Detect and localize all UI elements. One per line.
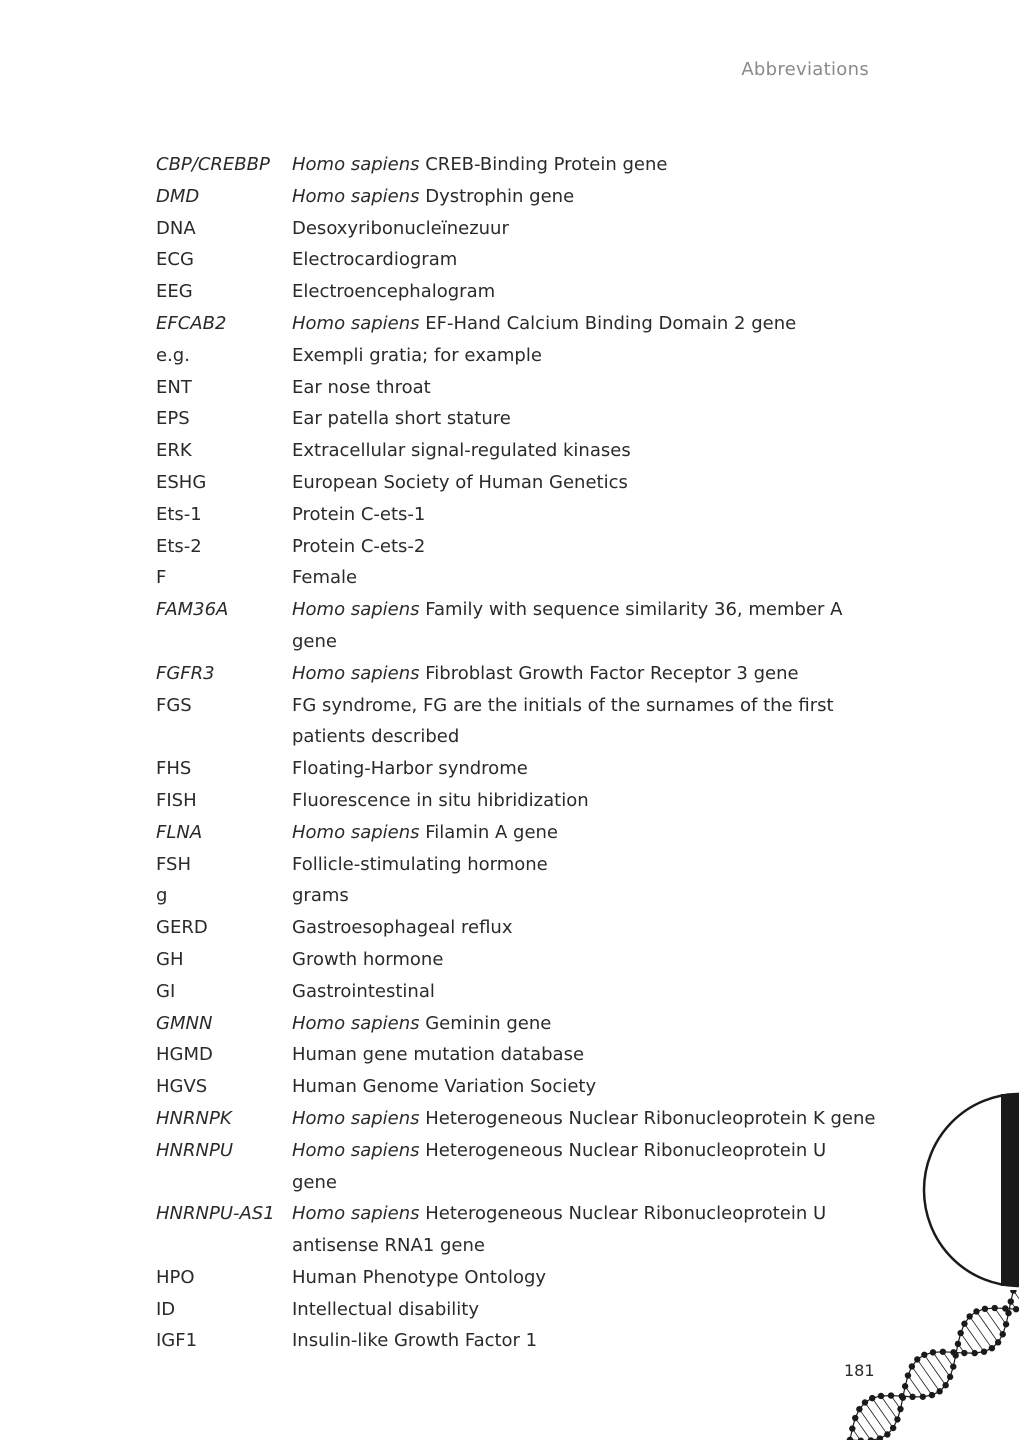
helix-bead <box>992 1305 998 1311</box>
abbreviation-definition <box>292 1039 876 1071</box>
helix-rung <box>977 1311 999 1342</box>
species-name: Homo sapiens <box>292 599 420 621</box>
definition-text: Gastroesophageal reflux <box>292 917 513 939</box>
abbreviation-definition <box>292 1262 876 1294</box>
helix-rung <box>917 1359 939 1391</box>
abbreviation-term: HGVS <box>156 1076 208 1098</box>
abbreviation-definition <box>292 340 876 372</box>
definition-text: FG syndrome, FG are the initials of the surnames of the first patients described <box>292 694 834 748</box>
abbreviation-row <box>156 435 876 467</box>
abbreviation-term: GH <box>156 948 184 970</box>
abbreviation-definition <box>292 276 876 308</box>
helix-bead <box>961 1321 967 1327</box>
definition-text: Heterogeneous Nuclear Ribonucleoprotein U antisense RNA1 gene <box>292 1203 827 1257</box>
abbreviation-term: FHS <box>156 758 192 780</box>
abbreviation-definition <box>292 1135 876 1199</box>
abbreviation-row <box>156 308 876 340</box>
definition-text: Exempli gratia; for example <box>292 344 542 366</box>
abbreviation-definition <box>292 817 876 849</box>
helix-bead <box>961 1350 967 1356</box>
helix-rung <box>872 1398 893 1428</box>
helix-bead <box>877 1435 883 1440</box>
half-circle-tab-icon <box>920 1090 1019 1290</box>
helix-bead <box>947 1374 953 1380</box>
abbreviation-term: g <box>156 885 168 907</box>
helix-bead <box>909 1394 915 1400</box>
helix-bead <box>1008 1298 1014 1304</box>
helix-rung <box>881 1396 897 1419</box>
helix-bead <box>995 1339 1001 1345</box>
abbreviation-definition <box>292 753 876 785</box>
abbreviation-row <box>156 1294 876 1326</box>
definition-text: Ear nose throat <box>292 376 431 398</box>
abbreviation-definition <box>292 1325 876 1357</box>
abbreviation-definition <box>292 1071 876 1103</box>
helix-bead <box>905 1372 911 1378</box>
definition-text: Fluorescence in situ hibridization <box>292 789 589 811</box>
helix-bead <box>899 1393 905 1399</box>
abbreviation-term: ID <box>156 1298 176 1320</box>
abbreviation-definition <box>292 467 876 499</box>
abbreviation-definition <box>292 499 876 531</box>
definition-text: grams <box>292 885 349 907</box>
abbreviation-term: ERK <box>156 440 192 462</box>
helix-bead <box>957 1330 963 1336</box>
abbreviation-term: ECG <box>156 249 194 271</box>
abbreviation-term: EFCAB2 <box>156 312 227 334</box>
definition-text: Desoxyribonucleïnezuur <box>292 217 509 239</box>
abbreviation-definition <box>292 1008 876 1040</box>
abbreviation-term: FISH <box>156 789 197 811</box>
abbreviation-definition <box>292 531 876 563</box>
abbreviation-term: HNRNPU-AS1 <box>156 1203 275 1225</box>
abbreviation-row <box>156 944 876 976</box>
abbreviation-term: EPS <box>156 408 190 430</box>
definition-text: Geminin gene <box>419 1012 552 1034</box>
helix-bead <box>972 1350 978 1356</box>
helix-bead <box>930 1349 936 1355</box>
helix-bead <box>914 1356 920 1362</box>
definition-text: Gastrointestinal <box>292 980 435 1002</box>
helix-bead <box>921 1352 927 1358</box>
abbreviation-term: DMD <box>156 185 200 207</box>
species-name: Homo sapiens <box>292 821 420 843</box>
abbreviation-definition <box>292 181 876 213</box>
abbreviation-term: HNRNPU <box>156 1139 234 1161</box>
abbreviation-row <box>156 562 876 594</box>
helix-bead <box>1013 1306 1019 1312</box>
helix-bead <box>929 1392 935 1398</box>
helix-rung <box>865 1402 887 1434</box>
abbreviation-definition <box>292 594 876 658</box>
abbreviation-row <box>156 817 876 849</box>
abbreviation-row <box>156 1008 876 1040</box>
abbreviation-row <box>156 244 876 276</box>
helix-bead <box>942 1382 948 1388</box>
abbreviation-row <box>156 1039 876 1071</box>
abbreviation-row <box>156 149 876 181</box>
helix-bead <box>952 1352 958 1358</box>
abbreviation-term: EEG <box>156 281 193 303</box>
helix-bead <box>1000 1331 1006 1337</box>
abbreviation-row <box>156 1071 876 1103</box>
definition-text: Intellectual disability <box>292 1298 480 1320</box>
abbreviation-term: e.g. <box>156 344 190 366</box>
species-name: Homo sapiens <box>292 312 420 334</box>
abbreviation-row <box>156 181 876 213</box>
abbreviation-definition <box>292 849 876 881</box>
abbreviation-term: IGF1 <box>156 1330 198 1352</box>
helix-bead <box>955 1341 961 1347</box>
species-name: Homo sapiens <box>292 1012 420 1034</box>
abbreviation-row <box>156 880 876 912</box>
species-name: Homo sapiens <box>292 1139 420 1161</box>
abbreviation-definition <box>292 435 876 467</box>
abbreviation-definition <box>292 372 876 404</box>
definition-text: Extracellular signal-regulated kinases <box>292 440 631 462</box>
definition-text: CREB-Binding Protein gene <box>419 154 668 175</box>
abbreviation-definition <box>292 308 876 340</box>
abbreviation-definition <box>292 912 876 944</box>
abbreviation-definition <box>292 658 876 690</box>
abbreviation-row <box>156 753 876 785</box>
abbreviation-row <box>156 1325 876 1357</box>
helix-bead <box>1002 1305 1008 1311</box>
helix-bead <box>888 1392 894 1398</box>
abbreviation-definition <box>292 880 876 912</box>
species-name: Homo sapiens <box>292 1203 420 1225</box>
abbreviation-row <box>156 1262 876 1294</box>
definition-text: Growth hormone <box>292 948 444 970</box>
abbreviation-definition <box>292 1103 876 1135</box>
helix-rung <box>964 1324 984 1352</box>
page-number: 181 <box>844 1361 875 1380</box>
helix-bead <box>890 1425 896 1431</box>
helix-bead <box>894 1416 900 1422</box>
definition-text: Human Phenotype Ontology <box>292 1266 547 1288</box>
helix-bead <box>902 1383 908 1389</box>
abbreviation-row <box>156 213 876 245</box>
helix-bead <box>878 1393 884 1399</box>
abbreviation-term: HGMD <box>156 1044 213 1066</box>
helix-bead <box>1003 1321 1009 1327</box>
helix-bead <box>909 1363 915 1369</box>
abbreviation-term: GMNN <box>156 1012 213 1034</box>
abbreviation-definition <box>292 562 876 594</box>
abbreviation-definition <box>292 944 876 976</box>
species-name: Homo sapiens <box>292 662 420 684</box>
helix-bead <box>966 1313 972 1319</box>
abbreviation-row <box>156 340 876 372</box>
definition-text: Filamin A gene <box>419 821 558 843</box>
abbreviation-term: GERD <box>156 917 208 939</box>
abbreviation-row <box>156 499 876 531</box>
helix-bead <box>884 1431 890 1437</box>
definition-text: Family with sequence similarity 36, member A gene <box>292 599 843 652</box>
abbreviation-row <box>156 467 876 499</box>
helix-bead <box>936 1388 942 1394</box>
helix-bead <box>849 1425 855 1431</box>
helix-bead <box>940 1349 946 1355</box>
definition-text: EF-Hand Calcium Binding Domain 2 gene <box>419 312 797 334</box>
abbreviation-term: FLNA <box>156 821 203 843</box>
abbreviation-row <box>156 785 876 817</box>
abbreviation-term: CBP/CREBBP <box>156 154 270 175</box>
dna-helix-icon <box>840 1290 1019 1440</box>
abbreviation-definition <box>292 244 876 276</box>
abbreviation-row <box>156 276 876 308</box>
definition-text: Electrocardiogram <box>292 249 458 271</box>
helix-rung <box>912 1366 932 1395</box>
helix-rung <box>970 1316 992 1348</box>
abbreviation-term: FGFR3 <box>156 662 215 684</box>
abbreviation-definition <box>292 213 876 245</box>
abbreviation-term: GI <box>156 980 176 1002</box>
abbreviation-row <box>156 372 876 404</box>
definition-text: Female <box>292 567 358 589</box>
helix-bead <box>862 1399 868 1405</box>
abbreviation-row <box>156 1135 876 1199</box>
abbreviation-row <box>156 849 876 881</box>
abbreviation-term: HNRNPK <box>156 1107 232 1129</box>
abbreviation-term: Ets-1 <box>156 503 202 525</box>
abbreviation-row <box>156 912 876 944</box>
abbreviation-term: Ets-2 <box>156 535 202 557</box>
abbreviation-definition <box>292 403 876 435</box>
helix-rung <box>985 1309 1003 1334</box>
helix-bead <box>869 1395 875 1401</box>
species-name: Homo sapiens <box>292 154 420 175</box>
abbreviation-row <box>156 1103 876 1135</box>
definition-text: Human gene mutation database <box>292 1044 585 1066</box>
helix-rung <box>961 1333 975 1353</box>
definition-text: Dystrophin gene <box>419 185 575 207</box>
helix-bead <box>982 1306 988 1312</box>
helix-bead <box>989 1345 995 1351</box>
abbreviation-term: FGS <box>156 694 192 716</box>
helix-rung <box>924 1355 945 1385</box>
abbreviation-row <box>156 976 876 1008</box>
helix-rung <box>933 1352 950 1376</box>
definition-text: Electroencephalogram <box>292 281 496 303</box>
abbreviation-row <box>156 1198 876 1262</box>
helix-bead <box>852 1415 858 1421</box>
abbreviation-term: DNA <box>156 217 196 239</box>
abbreviation-term: F <box>156 567 167 589</box>
abbreviation-row <box>156 658 876 690</box>
definition-text: Fibroblast Growth Factor Receptor 3 gene <box>419 662 799 684</box>
helix-bead <box>973 1308 979 1314</box>
definition-text: Heterogeneous Nuclear Ribonucleoprotein K gene <box>419 1107 876 1129</box>
definition-text: Protein C-ets-1 <box>292 503 426 525</box>
definition-text: Follicle-stimulating hormone <box>292 853 548 875</box>
abbreviation-definition <box>292 976 876 1008</box>
species-name: Homo sapiens <box>292 1107 420 1129</box>
abbreviation-term: FAM36A <box>156 599 229 621</box>
abbreviation-row <box>156 531 876 563</box>
abbreviation-term: FSH <box>156 853 191 875</box>
abbreviation-term: ENT <box>156 376 192 398</box>
abbreviation-definition <box>292 1198 876 1262</box>
abbreviation-row <box>156 690 876 754</box>
definition-text: Human Genome Variation Society <box>292 1076 597 1098</box>
helix-strand <box>850 1308 1019 1440</box>
abbreviation-list <box>156 149 876 1357</box>
abbreviation-term: ESHG <box>156 471 207 493</box>
definition-text: Heterogeneous Nuclear Ribonucleoprotein U gene <box>292 1139 827 1193</box>
definition-text: Ear patella short stature <box>292 408 511 430</box>
abbreviation-definition <box>292 1294 876 1326</box>
helix-bead <box>920 1394 926 1400</box>
running-header: Abbreviations <box>741 59 869 80</box>
definition-text: Floating-Harbor syndrome <box>292 758 528 780</box>
abbreviation-row <box>156 594 876 658</box>
abbreviation-term: HPO <box>156 1266 195 1288</box>
helix-bead <box>950 1363 956 1369</box>
definition-text: European Society of Human Genetics <box>292 471 628 493</box>
helix-bead <box>897 1406 903 1412</box>
definition-text: Protein C-ets-2 <box>292 535 426 557</box>
abbreviation-definition <box>292 785 876 817</box>
helix-bead <box>856 1406 862 1412</box>
definition-text: Insulin-like Growth Factor 1 <box>292 1330 538 1352</box>
helix-bead <box>981 1348 987 1354</box>
abbreviation-definition <box>292 690 876 754</box>
abbreviation-row <box>156 403 876 435</box>
abbreviation-definition <box>292 149 876 181</box>
species-name: Homo sapiens <box>292 185 420 207</box>
helix-rung <box>859 1409 880 1438</box>
